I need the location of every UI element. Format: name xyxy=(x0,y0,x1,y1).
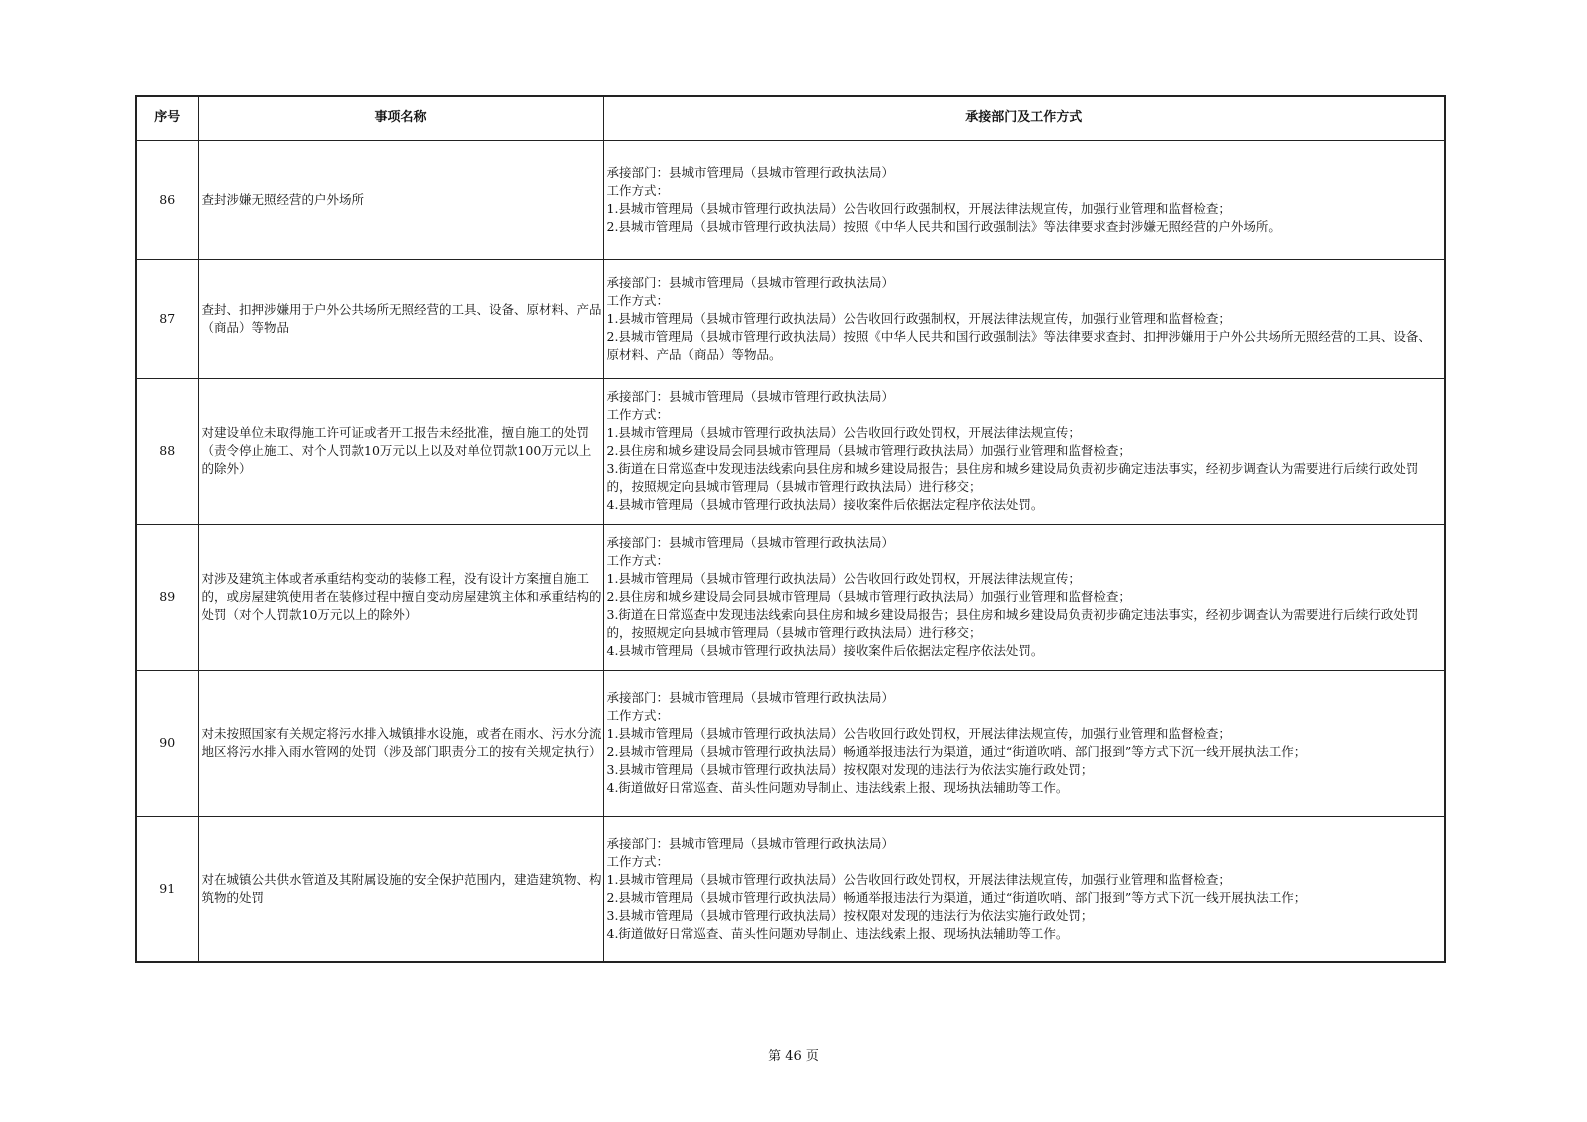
item-name: 对建设单位未取得施工许可证或者开工报告未经批准，擅自施工的处罚（责令停止施工、对个人罚款10万元以上以及对单位罚款100万元以上的除外） xyxy=(198,378,603,524)
item-name: 查封、扣押涉嫌用于户外公共场所无照经营的工具、设备、原材料、产品（商品）等物品 xyxy=(198,259,603,378)
item-name: 对涉及建筑主体或者承重结构变动的装修工程，没有设计方案擅自施工的，或房屋建筑使用者在装修过程中擅自变动房屋建筑主体和承重结构的处罚（对个人罚款10万元以上的除外） xyxy=(198,524,603,670)
department-method xyxy=(603,670,1445,816)
dept-line: 工作方式： xyxy=(606,553,670,568)
dept-line: 3.县城市管理局（县城市管理行政执法局）按权限对发现的违法行为依法实施行政处罚； xyxy=(606,762,1094,777)
dept-line: 2.县住房和城乡建设局会同县城市管理局（县城市管理行政执法局）加强行业管理和监督检查； xyxy=(606,589,1131,604)
dept-line: 承接部门：县城市管理局（县城市管理行政执法局） xyxy=(606,835,895,851)
row-number: 86 xyxy=(136,140,198,259)
row-number: 88 xyxy=(136,378,198,524)
table-row xyxy=(136,140,1445,259)
row-number: 87 xyxy=(136,259,198,378)
table-row xyxy=(136,816,1445,962)
department-method xyxy=(603,524,1445,670)
item-name: 对在城镇公共供水管道及其附属设施的安全保护范围内，建造建筑物、构筑物的处罚 xyxy=(198,816,603,962)
table-row xyxy=(136,524,1445,670)
dept-line: 4.县城市管理局（县城市管理行政执法局）接收案件后依据法定程序依法处罚。 xyxy=(606,497,1044,512)
dept-line: 承接部门：县城市管理局（县城市管理行政执法局） xyxy=(606,690,895,705)
department-method xyxy=(603,259,1445,378)
dept-line: 承接部门：县城市管理局（县城市管理行政执法局） xyxy=(606,274,895,290)
department-method xyxy=(603,378,1445,524)
dept-line: 3.县城市管理局（县城市管理行政执法局）按权限对发现的违法行为依法实施行政处罚； xyxy=(606,907,1094,923)
row-number: 90 xyxy=(136,670,198,816)
page-number: 第 46 页 xyxy=(768,1049,819,1064)
dept-line: 工作方式： xyxy=(606,407,670,422)
dept-line: 4.街道做好日常巡查、苗头性问题劝导制止、违法线索上报、现场执法辅助等工作。 xyxy=(606,925,1069,941)
dept-line: 承接部门：县城市管理局（县城市管理行政执法局） xyxy=(606,389,895,404)
department-method xyxy=(603,816,1445,962)
dept-line: 工作方式： xyxy=(606,182,670,198)
dept-line: 2.县城市管理局（县城市管理行政执法局）畅通举报违法行为渠道，通过“街道吹哨、部门报到”等方式下沉一线开展执法工作； xyxy=(606,889,1307,905)
dept-line: 1.县城市管理局（县城市管理行政执法局）公告收回行政强制权，开展法律法规宣传，加强行业管理和监督检查； xyxy=(606,200,1231,216)
dept-line: 承接部门：县城市管理局（县城市管理行政执法局） xyxy=(606,535,895,550)
table-row xyxy=(136,259,1445,378)
department-method xyxy=(603,140,1445,259)
dept-line: 2.县城市管理局（县城市管理行政执法局）按照《中华人民共和国行政强制法》等法律要求查封涉嫌无照经营的户外场所。 xyxy=(606,218,1281,234)
item-name: 对未按照国家有关规定将污水排入城镇排水设施，或者在雨水、污水分流地区将污水排入雨水管网的处罚（涉及部门职责分工的按有关规定执行） xyxy=(198,670,603,816)
dept-line: 4.街道做好日常巡查、苗头性问题劝导制止、违法线索上报、现场执法辅助等工作。 xyxy=(606,780,1069,795)
dept-line: 2.县住房和城乡建设局会同县城市管理局（县城市管理行政执法局）加强行业管理和监督检查； xyxy=(606,443,1131,458)
dept-line: 2.县城市管理局（县城市管理行政执法局）按照《中华人民共和国行政强制法》等法律要求查封、扣押涉嫌用于户外公共场所无照经营的工具、设备、原材料、产品（商品）等物品。 xyxy=(606,328,1431,362)
row-number: 91 xyxy=(136,816,198,962)
row-number: 89 xyxy=(136,524,198,670)
table-row xyxy=(136,378,1445,524)
header-item-name: 事项名称 xyxy=(198,96,603,140)
dept-line: 1.县城市管理局（县城市管理行政执法局）公告收回行政强制权，开展法律法规宣传，加强行业管理和监督检查； xyxy=(606,310,1231,326)
dept-line: 工作方式： xyxy=(606,292,670,308)
header-serial-number: 序号 xyxy=(136,96,198,140)
dept-line: 工作方式： xyxy=(606,853,670,869)
dept-line: 1.县城市管理局（县城市管理行政执法局）公告收回行政处罚权，开展法律法规宣传； xyxy=(606,571,1081,586)
dept-line: 1.县城市管理局（县城市管理行政执法局）公告收回行政处罚权，开展法律法规宣传，加强行业管理和监督检查； xyxy=(606,726,1231,741)
header-department-method: 承接部门及工作方式 xyxy=(603,96,1445,140)
items-table xyxy=(135,95,1446,963)
dept-line: 2.县城市管理局（县城市管理行政执法局）畅通举报违法行为渠道，通过“街道吹哨、部门报到”等方式下沉一线开展执法工作； xyxy=(606,744,1307,759)
table-row xyxy=(136,670,1445,816)
dept-line: 4.县城市管理局（县城市管理行政执法局）接收案件后依据法定程序依法处罚。 xyxy=(606,643,1044,658)
dept-line: 1.县城市管理局（县城市管理行政执法局）公告收回行政处罚权，开展法律法规宣传； xyxy=(606,425,1081,440)
dept-line: 工作方式： xyxy=(606,708,670,723)
dept-line: 1.县城市管理局（县城市管理行政执法局）公告收回行政处罚权，开展法律法规宣传，加强行业管理和监督检查； xyxy=(606,871,1231,887)
item-name: 查封涉嫌无照经营的户外场所 xyxy=(198,140,603,259)
dept-line: 承接部门：县城市管理局（县城市管理行政执法局） xyxy=(606,164,895,180)
table-header-row xyxy=(136,96,1445,140)
dept-line: 3.街道在日常巡查中发现违法线索向县住房和城乡建设局报告；县住房和城乡建设局负责初步确定违法事实，经初步调查认为需要进行后续行政处罚的，按照规定向县城市管理局（县城市管理行政执法局）进行移交； xyxy=(606,461,1419,494)
dept-line: 3.街道在日常巡查中发现违法线索向县住房和城乡建设局报告；县住房和城乡建设局负责初步确定违法事实，经初步调查认为需要进行后续行政处罚的，按照规定向县城市管理局（县城市管理行政执法局）进行移交； xyxy=(606,607,1419,640)
